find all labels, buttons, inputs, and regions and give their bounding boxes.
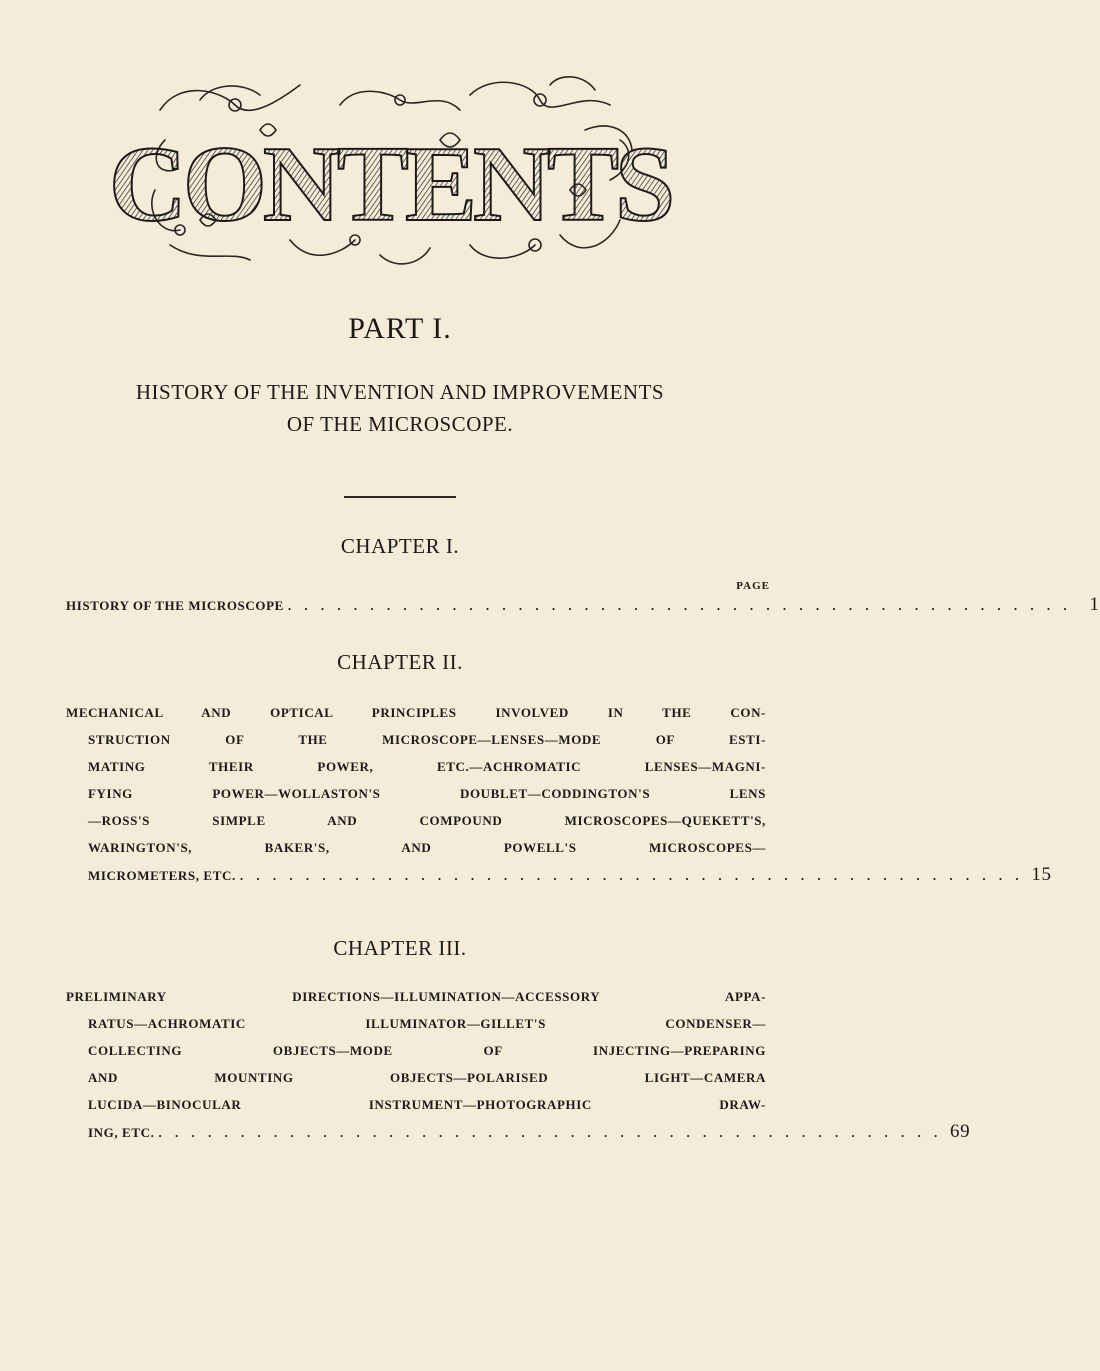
chapter-1-entry: [66, 591, 1100, 619]
chapter-1-final-line: [66, 591, 1100, 619]
chapter-3-line-text: ING, ETC.: [88, 1125, 155, 1140]
chapter-2-line: MECHANICAL AND OPTICAL PRINCIPLES INVOLVED IN THE CON-: [66, 705, 766, 720]
ornament-illustration: [108, 70, 672, 275]
chapter-3-line: PRELIMINARY DIRECTIONS—ILLUMINATION—ACCESSORY APPA-: [66, 989, 766, 1004]
chapter-1-page-number: 1: [1089, 594, 1100, 615]
chapter-2-line: —ROSS'S SIMPLE AND COMPOUND MICROSCOPES—QUEKETT'S,: [88, 813, 766, 828]
chapter-3-entry: [66, 983, 971, 1146]
section-divider: [344, 496, 456, 498]
chapter-2-page-number: 15: [1031, 864, 1052, 885]
chapter-2-line: WARINGTON'S, BAKER'S, AND POWELL'S MICROSCOPES—: [88, 840, 766, 855]
leader-dots: . . . . . . . . . . . . . . . . . . . . . . . . . . . . . . . . . . . . . . . . . . . . . . . .: [158, 1125, 943, 1140]
chapter-2-final-line: [66, 861, 1052, 889]
part-subtitle: [0, 376, 800, 440]
chapter-2-line: MATING THEIR POWER, ETC.—ACHROMATIC LENSES—MAGNI-: [88, 759, 766, 774]
chapter-2-entry: [66, 699, 1052, 889]
part-title: PART I.: [348, 312, 452, 345]
chapter-3-line: LUCIDA—BINOCULAR INSTRUMENT—PHOTOGRAPHIC DRAW-: [88, 1097, 766, 1112]
chapter-2-line-text: MICROMETERS, ETC.: [88, 868, 236, 883]
chapter-2-heading: CHAPTER II.: [337, 650, 463, 674]
chapter-1-heading: CHAPTER I.: [340, 534, 460, 558]
chapter-2-line: FYING POWER—WOLLASTON'S DOUBLET—CODDINGTON'S LENS: [88, 786, 766, 801]
chapter-1-line-text: HISTORY OF THE MICROSCOPE: [66, 598, 284, 613]
chapter-3-line: AND MOUNTING OBJECTS—POLARISED LIGHT—CAMERA: [88, 1070, 766, 1085]
ornament-word: CONTENTS: [108, 125, 672, 244]
leader-dots: . . . . . . . . . . . . . . . . . . . . . . . . . . . . . . . . . . . . . . . . . . . . . . . .: [287, 598, 1072, 613]
page-column-label: PAGE: [736, 580, 770, 592]
chapter-3-final-line: [66, 1118, 971, 1146]
contents-ornament-heading: [108, 70, 672, 275]
chapter-3-heading: CHAPTER III.: [333, 936, 467, 960]
leader-dots: . . . . . . . . . . . . . . . . . . . . . . . . . . . . . . . . . . . . . . . . . . . . . . . .: [239, 868, 1024, 883]
chapter-2-line: STRUCTION OF THE MICROSCOPE—LENSES—MODE OF ESTI-: [88, 732, 766, 747]
chapter-3-line: COLLECTING OBJECTS—MODE OF INJECTING—PREPARING: [88, 1043, 766, 1058]
part-subtitle-line-1: HISTORY OF THE INVENTION AND IMPROVEMENTS: [135, 380, 665, 404]
part-subtitle-line-2: OF THE MICROSCOPE.: [286, 412, 514, 436]
chapter-3-page-number: 69: [950, 1121, 971, 1142]
chapter-3-line: RATUS—ACHROMATIC ILLUMINATOR—GILLET'S CONDENSER—: [88, 1016, 766, 1031]
